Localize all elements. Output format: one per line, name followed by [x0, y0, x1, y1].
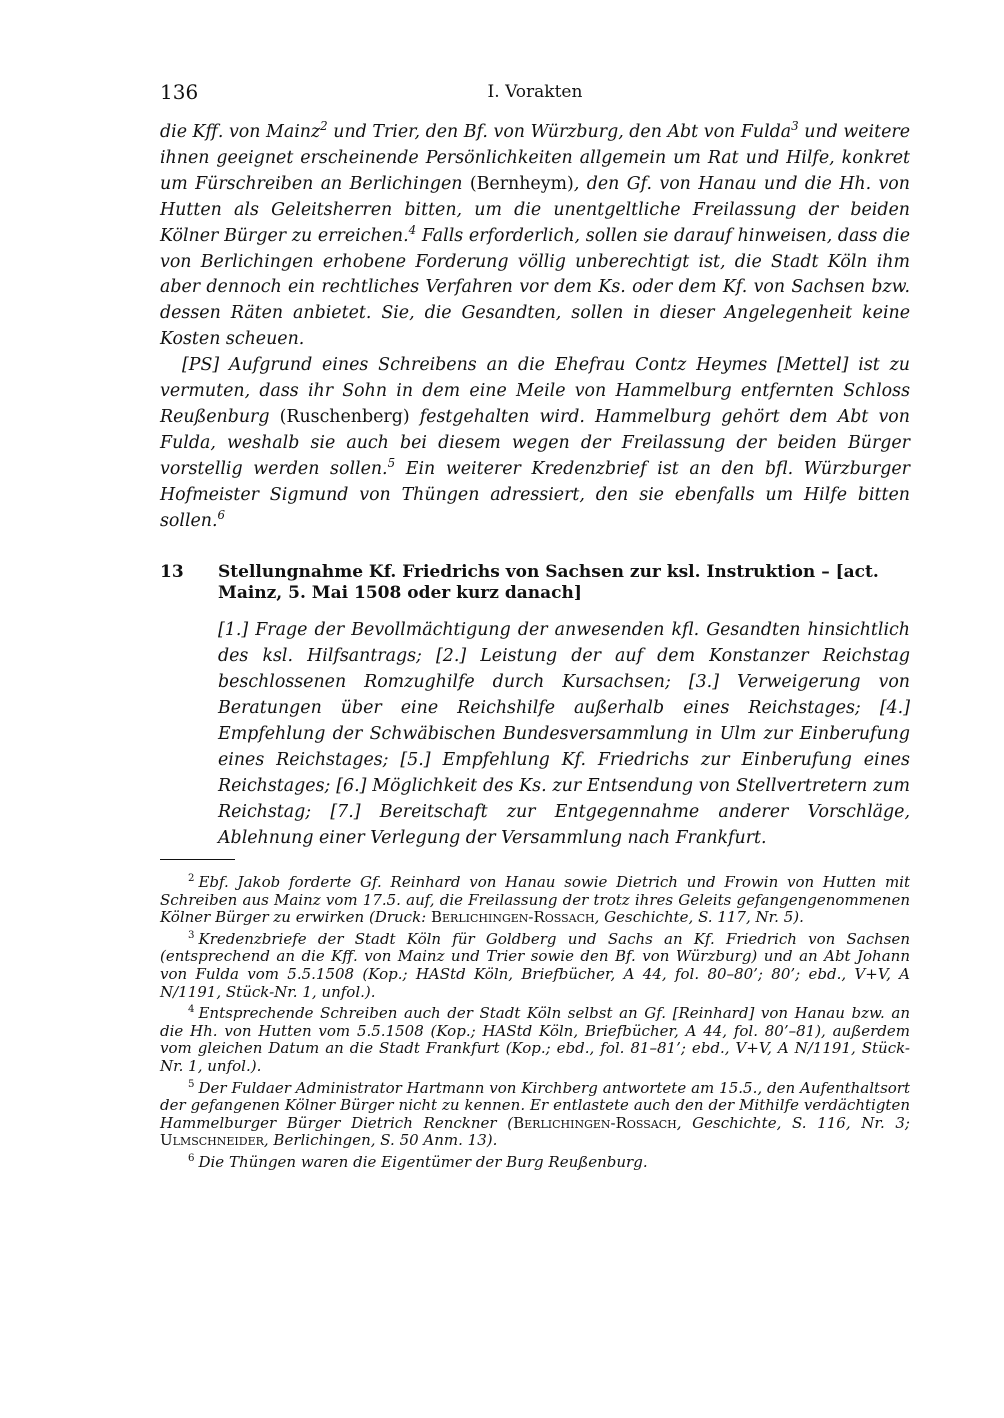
- author-name: Berlichingen-Rossach: [513, 1113, 677, 1132]
- text-span: festgehalten wird. Hammelburg gehört dem Abt von Fulda, weshalb sie auch bei diesem wegen der Freilassung der beiden Bürger vorstellig werden sollen.: [160, 406, 910, 479]
- footnote-5: [160, 1080, 910, 1150]
- document-regest: [1.] Frage der Bevollmächtigung der anwesenden kfl. Gesandten hinsichtlich des ksl. Hilfsantrags; [2.] Leistung der auf dem Konstanzer Reichstag beschlossenen Romzughilfe durch Kursachsen; [3.] Verweigerung von Beratungen über eine Reichshilfe außerhalb eines Reichstages; [4.] Empfehlung der Schwäbischen Bundesversammlung in Ulm zur Einberufung eines Reichstages; [5.] Empfehlung Kf. Friedrichs zur Einberufung eines Reichstages; [6.] Möglichkeit des Ks. zur Entsendung von Stellvertretern zum Reichstag; [7.] Bereitschaft zur Entgegennahme anderer Vorschläge, Ablehnung einer Verlegung der Versammlung nach Frankfurt.: [218, 620, 910, 848]
- footnote-number: 3: [188, 929, 195, 941]
- document-heading: [160, 562, 910, 604]
- source-term: (Bernheym): [469, 173, 574, 194]
- footnote-text: , Geschichte, S. 117, Nr. 5).: [594, 908, 804, 927]
- footnote-number: 2: [188, 873, 195, 884]
- text-span: [PS] Aufgrund eines Schreibens an die Ehefrau Contz Heymes [Mettel] ist zu vermuten, dass ihr Sohn in dem eine Meile von Hammelburg entfernten Schloss Reußenburg: [160, 355, 910, 427]
- footnote-6: [160, 1154, 910, 1172]
- footnote-ref-5[interactable]: 5: [387, 455, 396, 470]
- footnote-text: Ebf. Jakob forderte Gf. Reinhard von Hanau sowie Dietrich und Frowin von Hutten mit Schreiben aus Mainz vom 17.5. auf, die Freilassung der trotz ihres Geleits gefangengenommenen Kölner Bürger zu erwirken (Druck:: [160, 873, 910, 927]
- footnote-ref-2[interactable]: 2: [320, 119, 328, 134]
- footnotes: [160, 874, 910, 1176]
- footnote-ref-6[interactable]: 6: [217, 507, 226, 522]
- footnote-ref-4[interactable]: 4: [408, 222, 417, 237]
- footnote-number: 4: [188, 1004, 195, 1016]
- footnote-3: [160, 931, 910, 1001]
- footnote-number: 6: [188, 1152, 195, 1164]
- text-span: Falls erforderlich, sollen sie darauf hinweisen, dass die von Berlichingen erhobene Forderung völlig unberechtigt ist, die Stadt Köln ihm aber dennoch ein rechtliches Verfahren vor dem Ks. oder dem Kf. von Sachsen bzw. dessen Räten anbietet. Sie, die Gesandten, sollen in dieser Angelegenheit keine Kosten scheuen.: [160, 225, 910, 350]
- footnote-text: Die Thüngen waren die Eigentümer der Burg Reußenburg.: [198, 1152, 648, 1171]
- footnote-text: Entsprechende Schreiben auch der Stadt Köln selbst an Gf. [Reinhard] von Hanau bzw. an die Hh. von Hutten vom 5.5.1508 (Kop.; HAStd Köln, Briefbücher, A 44, fol. 80’–81), außerdem vom gleichen Datum an die Stadt Frankfurt (Kop.; ebd., fol. 81–81’; ebd., V+V, A N/1191, Stück-Nr. 1, unfol.).: [160, 1004, 910, 1075]
- paragraph-2: [160, 353, 910, 534]
- text-span: und Trier, den Bf. von Würzburg, den Abt von Fulda: [327, 122, 792, 142]
- text-span: und weitere ihnen geeignet erscheinende Persönlichkeiten allgemein um Rat und Hilfe, konkret um Fürschreiben an Berlichingen: [160, 122, 910, 194]
- paragraph-1: [160, 120, 910, 353]
- running-head: I. Vorakten: [487, 82, 583, 102]
- footnote-divider: [160, 859, 235, 860]
- body-text: [160, 120, 910, 535]
- author-name: Berlichingen-Rossach: [430, 908, 595, 927]
- footnote-text: , Berlichingen, S. 50 Anm. 13).: [263, 1131, 498, 1150]
- footnote-ref-3[interactable]: 3: [791, 119, 799, 134]
- footnote-2: [160, 874, 910, 927]
- author-name: Ulmschneider: [160, 1131, 264, 1150]
- document-title: Stellungnahme Kf. Friedrichs von Sachsen zur ksl. Instruktion – [act. Mainz, 5. Mai 1508 oder kurz danach]: [218, 562, 879, 603]
- document-number: 13: [160, 562, 184, 582]
- footnote-text: Kredenzbriefe der Stadt Köln für Goldberg und Sachs an Kf. Friedrich von Sachsen (entsprechend an die Kff. von Mainz und Trier sowie den Bf. von Würzburg) und an Abt Johann von Fulda vom 5.5.1508 (Kop.; HAStd Köln, Briefbücher, A 44, fol. 80–80’; 80’; ebd., V+V, A N/1191, Stück-Nr. 1, unfol.).: [160, 929, 910, 1001]
- page-header: [160, 80, 910, 108]
- footnote-text: , Geschichte, S. 116, Nr. 3;: [676, 1113, 910, 1132]
- text-span: Ein weiterer Kredenzbrief ist an den bfl. Würzburger Hofmeister Sigmund von Thüngen adressiert, den sie ebenfalls um Hilfe bitten sollen.: [160, 458, 910, 531]
- page-number: 136: [160, 80, 199, 104]
- footnote-number: 5: [188, 1078, 195, 1090]
- footnote-4: [160, 1005, 910, 1075]
- source-term: (Ruschenberg): [279, 406, 410, 427]
- footnote-text: Der Fuldaer Administrator Hartmann von Kirchberg antwortete am 15.5., den Aufenthaltsort der gefangenen Kölner Bürger nicht zu kennen. Er entlastete auch den der Mithilfe verdächtigten Hammelburger Bürger Dietrich Renckner (: [160, 1078, 910, 1132]
- text-span: , den Gf. von Hanau und die Hh. von Hutten als Geleitsherren bitten, um die unentgeltliche Freilassung der beiden Kölner Bürger zu erreichen.: [160, 173, 910, 246]
- text-span: die Kff. von Mainz: [160, 122, 321, 142]
